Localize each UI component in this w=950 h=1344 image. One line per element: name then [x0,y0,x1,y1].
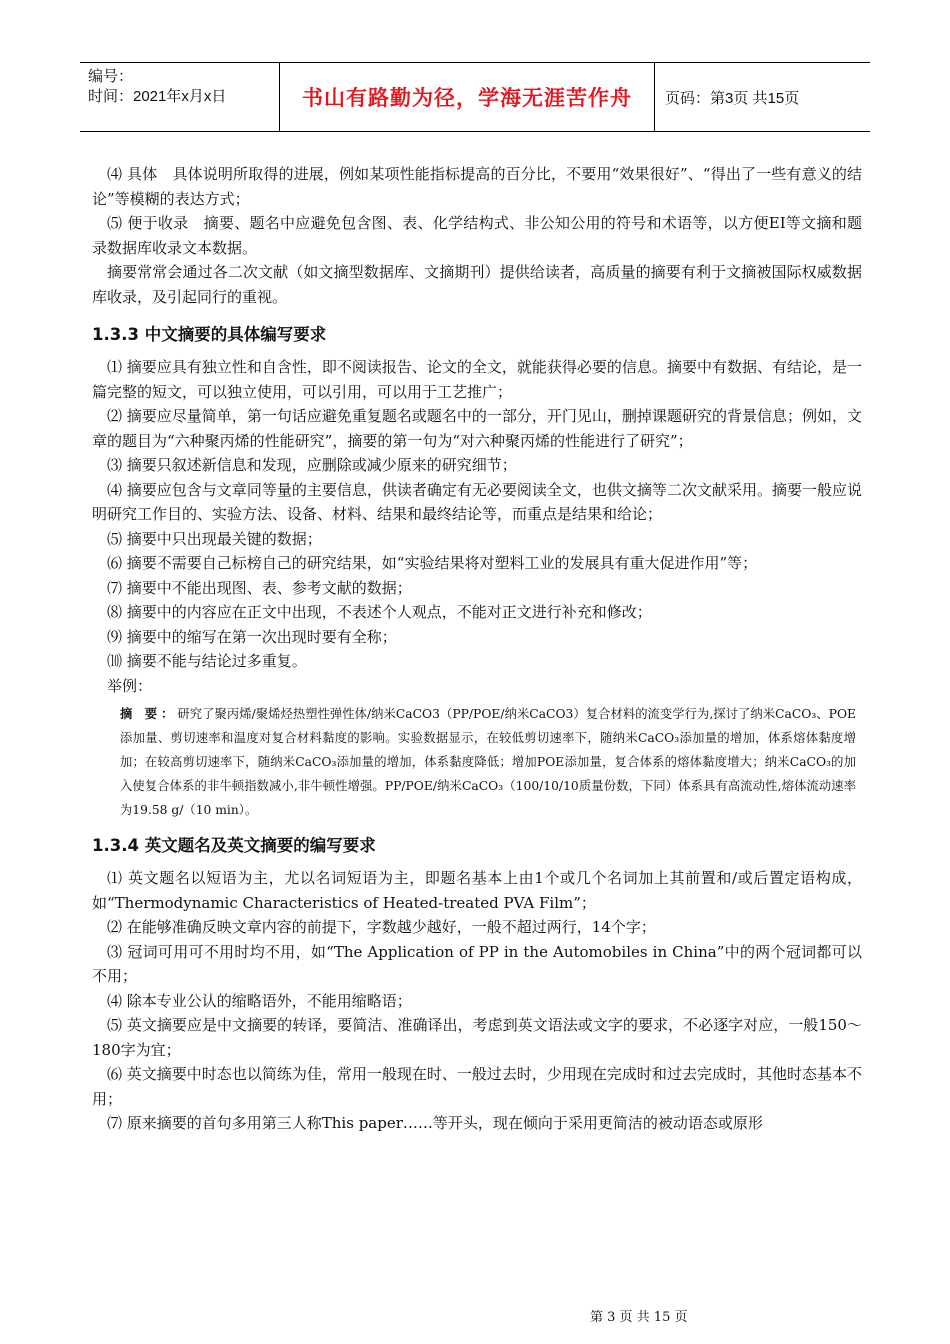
example-title: 摘 要： [120,706,178,721]
list-item: ⑺ 摘要中不能出现图、表、参考文献的数据； [107,578,412,597]
paragraph: ⑸ 便于收录 摘要、题名中应避免包含图、表、化学结构式、非公知公用的符号和术语等，以方便EI等文摘和题录数据库收录文本数据。 [92,214,862,257]
list-item: ⑸ 摘要中只出现最关键的数据； [107,529,322,548]
list-item: ⑹ 摘要不需要自己标榜自己的研究结果，如“实验结果将对塑料工业的发展具有重大促进作用”等； [107,554,758,572]
example-text: 研究了聚丙烯/聚烯烃热塑性弹性体/纳米CaCO3（PP/POE/纳米CaCO3）复合材料的流变学行为,探讨了纳米CaCO₃、POE添加量、剪切速率和温度对复合材料黏度的影响。实验数据显示，在较低剪切速率下，随纳米CaCO₃添加量的增加，体系熔体黏度增加；在较高剪切速率下，随纳米CaCO₃添加量的增加，体系黏度降低；增加POE添加量，复合体系的熔体黏度增大；纳米CaCO₃的加入使复合体系的非牛顿指数减小,非牛顿性增强。PP/POE/纳米CaCO₃（100/10/10质量份数，下同）体系具有高流动性,熔体流动速率为19.58 g/（10 min）。 [120,707,857,817]
list-item: ⑶ 摘要只叙述新信息和发现，应删除或减少原来的研究细节； [107,456,517,474]
list-item: ⑷ 除本专业公认的缩略语外，不能用缩略语； [107,991,412,1010]
header-meta [80,63,280,131]
list-item: ⑷ 摘要应包含与文章同等量的主要信息，供读者确定有无必要阅读全文，也供文摘等二次文献采用。摘要一般应说明研究工作目的、实验方法、设备、材料、结果和最终结论等，而重点是结果和给论； [92,480,862,523]
paragraph: 摘要常常会通过各二次文献（如文摘型数据库、文摘期刊）提供给读者，高质量的摘要有利于文摘被国际权威数据库收录，及引起同行的重视。 [92,263,862,306]
document-body [92,162,862,1136]
paragraph: ⑷ 具体 具体说明所取得的进展，例如某项性能指标提高的百分比，不要用“效果很好”、“得出了一些有意义的结论”等模糊的表达方式； [92,165,862,208]
date-label: 时间：2021年x月x日 [88,88,227,105]
example-abstract [92,702,862,822]
header-page-label: 页码：第3页 共15页 [665,89,800,107]
header-motto: 书山有路勤为径，学海无涯苦作舟 [280,63,655,131]
list-item: ⑵ 摘要应尽量简单，第一句话应避免重复题名或题名中的一部分，开门见山，删掉课题研究的背景信息；例如，文章的题目为“六种聚丙烯的性能研究”，摘要的第一句为“对六种聚丙烯的性能进行了研究”； [92,407,862,450]
example-label: 举例： [107,676,153,695]
list-item: ⑹ 英文摘要中时态也以简练为佳，常用一般现在时、一般过去时，少用现在完成时和过去完成时，其他时态基本不用； [92,1065,862,1108]
list-item: ⑽ 摘要不能与结论过多重复。 [107,652,307,670]
section-heading: 1.3.3 中文摘要的具体编写要求 [92,325,327,344]
page-footer: 第 3 页 共 15 页 [590,1310,688,1325]
list-item: ⑻ 摘要中的内容应在正文中出现，不表述个人观点，不能对正文进行补充和修改； [107,603,652,621]
list-item: ⑵ 在能够准确反映文章内容的前提下，字数越少越好，一般不超过两行，14个字； [107,918,656,936]
page-header [80,62,870,132]
section-heading: 1.3.4 英文题名及英文摘要的编写要求 [92,836,376,855]
list-item: ⑴ 摘要应具有独立性和自含性，即不阅读报告、论文的全文，就能获得必要的信息。摘要中有数据、有结论，是一篇完整的短文，可以独立使用，可以引用，可以用于工艺推广； [92,358,862,401]
list-item: ⑼ 摘要中的缩写在第一次出现时要有全称； [107,627,397,646]
list-item: ⑺ 原来摘要的首句多用第三人称This paper……等开头，现在倾向于采用更简洁的被动语态或原形 [107,1114,763,1132]
list-item: ⑸ 英文摘要应是中文摘要的转译，要简洁、准确译出，考虑到英文语法或文字的要求，不必逐字对应，一般150～180字为宜； [92,1016,862,1059]
list-item: ⑴ 英文题名以短语为主，尤以名词短语为主，即题名基本上由1个或几个名词加上其前置和/或后置定语构成，如“Thermodynamic Characteristics of Heated-treated PVA Film”； [92,869,862,912]
number-label: 编号： [88,68,134,85]
list-item: ⑶ 冠词可用可不用时均不用，如“The Application of PP in the Automobiles in China”中的两个冠词都可以不用； [92,942,862,985]
